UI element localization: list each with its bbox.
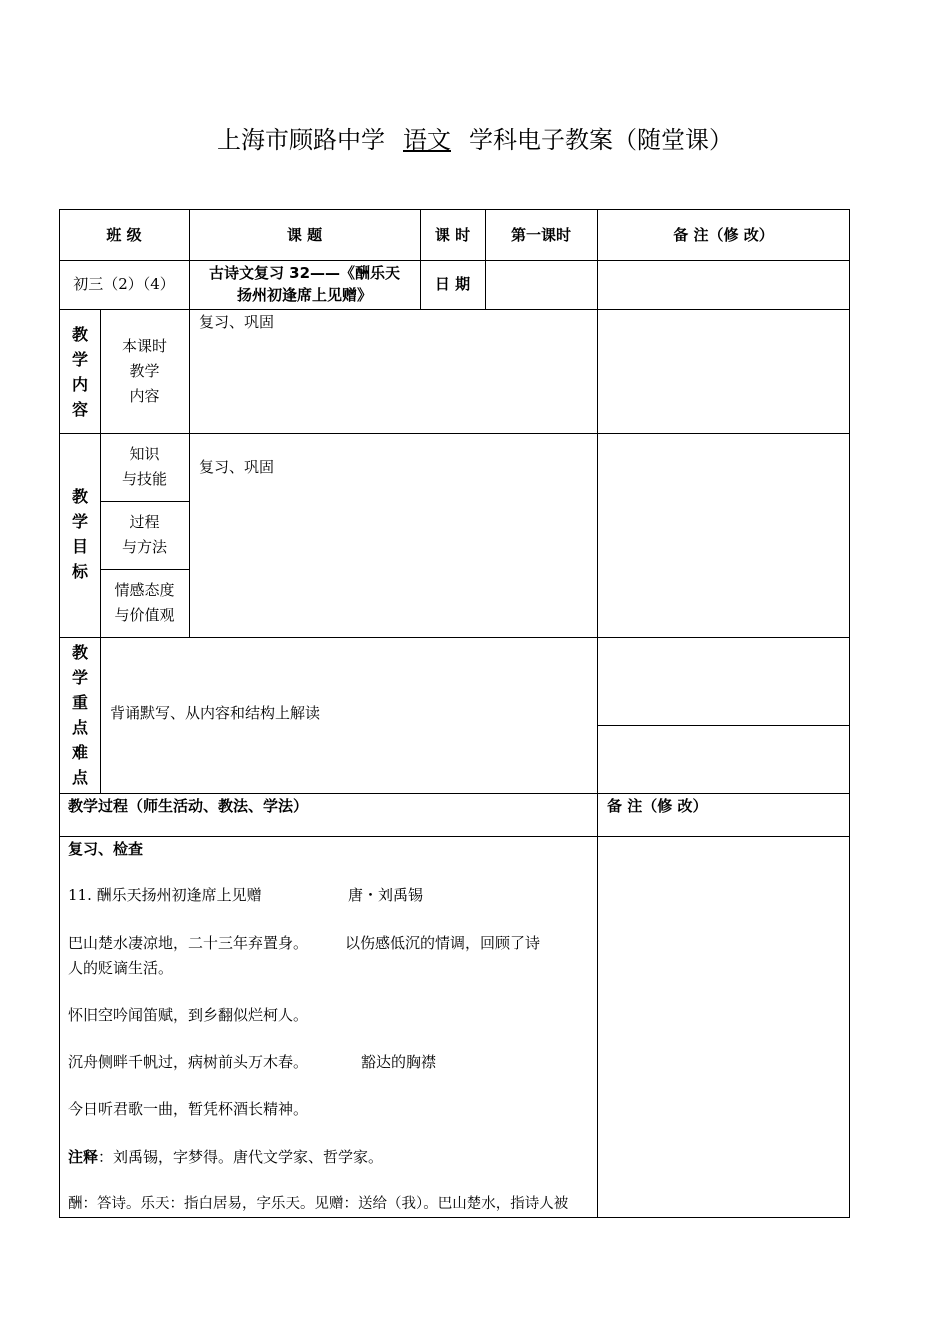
table-border-right [849,209,850,1218]
poem-line-3: 沉舟侧畔千帆过，病树前头万木春。 [68,1053,309,1071]
row-divider [59,260,850,261]
row-divider [59,637,850,638]
poem-line-1: 巴山楚水凄凉地，二十三年弃置身。 [68,934,309,952]
process-notes-header: 备 注（修 改） [607,797,708,815]
key-points-label: 教 学 重 点 难 点 [71,643,88,787]
row-divider [59,836,850,837]
poem-line-3-note: 豁达的胸襟 [361,1053,437,1071]
topic-line-1: 古诗文复习 32——《酬乐天 [208,264,401,282]
goal-label: 教 学 目 标 [71,487,88,581]
poem-line-2: 怀旧空吟闻笛赋，到乡翻似烂柯人。 [68,1006,309,1024]
goal-value: 复习、巩固 [199,458,275,476]
goal-attitude-label: 情感态度 与价值观 [114,581,175,624]
content-label: 教 学 内 容 [71,325,88,419]
school-name: 上海市顾路中学 [217,126,385,154]
content-value: 复习、巩固 [199,313,275,331]
row-divider [100,569,189,570]
class-value: 初三（2）（4） [73,275,175,293]
table-border-top [59,209,850,210]
poem-author: 唐・刘禹锡 [348,886,424,904]
header-period: 课 时 [434,226,471,244]
header-notes: 备 注（修 改） [673,226,774,244]
section-title: 复习、检查 [68,840,144,858]
goal-knowledge-label: 知识 与技能 [121,445,167,488]
content-sub-label: 本课时 教学 内容 [121,337,167,405]
poem-line-1-note-cont: 人的贬谪生活。 [68,959,174,977]
period-value: 第一课时 [510,226,571,244]
poem-title: 11. 酬乐天扬州初逢席上见赠 [68,886,262,904]
poem-line-4: 今日听君歌一曲，暂凭杯酒长精神。 [68,1100,309,1118]
topic-line-2: 扬州初逢席上见赠》 [236,286,372,304]
row-divider [59,309,850,310]
process-title: 教学过程（师生活动、教法、学法） [68,797,309,815]
page-title [0,120,950,155]
goal-process-label: 过程 与方法 [121,513,167,556]
title-suffix: 学科电子教案（随堂课） [469,126,733,154]
date-label: 日 期 [434,275,471,293]
row-divider [59,433,850,434]
key-points-value: 背诵默写、从内容和结构上解读 [110,704,321,722]
subject-name: 语文 [403,126,451,154]
row-divider [100,501,189,502]
annotation: 注释：刘禹锡，字梦得。唐代文学家、哲学家。 [68,1148,384,1166]
table-border-bottom [59,1217,850,1218]
gloss-line: 酬：答诗。乐天：指白居易，字乐天。见赠：送给（我）。巴山楚水，指诗人被 [68,1196,569,1212]
row-divider [597,725,850,726]
poem-line-1-note: 以伤感低沉的情调，回顾了诗 [345,934,541,952]
header-topic: 课 题 [286,226,323,244]
lesson-plan-table [59,209,850,1218]
col-divider [189,309,190,638]
header-class: 班 级 [106,226,142,244]
col-divider [597,209,598,1218]
